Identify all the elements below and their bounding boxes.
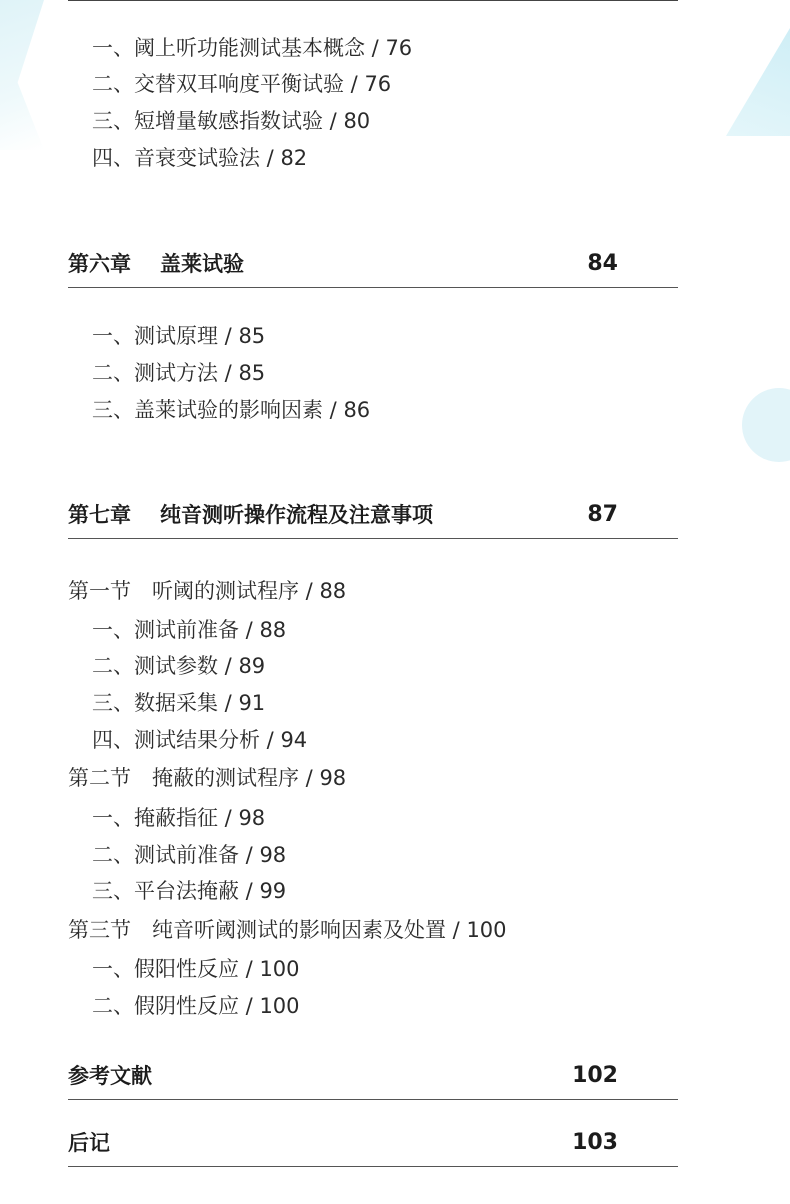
section-number: 第一节 [68,579,131,603]
afterword-heading[interactable] [68,1129,678,1157]
toc-entry[interactable]: 三、短增量敏感指数试验 / 80 [92,109,371,133]
afterword-page: 103 [572,1130,618,1155]
references-heading[interactable] [68,1062,678,1090]
afterword-title: 后记 [68,1131,110,1155]
entry-page: 76 [385,36,413,60]
chapter-rule [68,287,678,288]
entry-title: 四、音衰变试验法 [92,146,260,170]
top-rule [68,0,678,1]
toc-entry[interactable]: 三、数据采集 / 91 [92,691,266,715]
corner-decoration-right [726,28,790,136]
section-title: 听阈的测试程序 [152,579,299,603]
entry-page: 85 [238,324,266,348]
toc-section[interactable]: 第三节 纯音听阈测试的影响因素及处置 / 100 [68,918,507,942]
chapter-rule [68,1166,678,1167]
toc-entry[interactable]: 二、测试参数 / 89 [92,654,266,678]
section-title: 掩蔽的测试程序 [152,766,299,790]
toc-section[interactable]: 第二节 掩蔽的测试程序 / 98 [68,766,347,790]
toc-entry[interactable]: 三、平台法掩蔽 / 99 [92,879,287,903]
entry-title: 一、阈上听功能测试基本概念 [92,36,365,60]
section-number: 第二节 [68,766,131,790]
section-page: 100 [466,918,507,942]
entry-title: 二、假阴性反应 [92,994,239,1018]
entry-page: 82 [280,146,308,170]
chapter-heading-7[interactable] [68,501,678,529]
entry-page: 89 [238,654,266,678]
section-page: 88 [319,579,347,603]
entry-page: 91 [238,691,266,715]
chapter-heading-6[interactable] [68,250,678,278]
section-title: 纯音听阈测试的影响因素及处置 [152,918,446,942]
entry-title: 二、测试参数 [92,654,218,678]
entry-title: 二、测试前准备 [92,843,239,867]
entry-title: 三、盖莱试验的影响因素 [92,398,323,422]
entry-title: 三、平台法掩蔽 [92,879,239,903]
toc-entry[interactable]: 一、测试原理 / 85 [92,324,266,348]
toc-entry[interactable]: 一、阈上听功能测试基本概念 / 76 [92,36,413,60]
chapter-number: 第六章 [68,252,131,276]
toc-entry[interactable]: 一、掩蔽指征 / 98 [92,806,266,830]
toc-entry[interactable]: 二、测试方法 / 85 [92,361,266,385]
entry-title: 一、掩蔽指征 [92,806,218,830]
toc-entry[interactable]: 四、音衰变试验法 / 82 [92,146,308,170]
toc-entry[interactable]: 一、测试前准备 / 88 [92,618,287,642]
entry-page: 98 [238,806,266,830]
entry-title: 二、测试方法 [92,361,218,385]
chapter-page: 87 [587,502,618,527]
entry-title: 一、假阳性反应 [92,957,239,981]
entry-page: 99 [259,879,287,903]
toc-entry[interactable]: 一、假阳性反应 / 100 [92,957,300,981]
toc-section[interactable]: 第一节 听阈的测试程序 / 88 [68,579,347,603]
chapter-number: 第七章 [68,503,131,527]
corner-decoration-left [0,0,44,150]
toc-entry[interactable]: 二、假阴性反应 / 100 [92,994,300,1018]
toc-entry[interactable]: 二、测试前准备 / 98 [92,843,287,867]
circle-decoration-right [742,388,790,462]
chapter-page: 84 [587,251,618,276]
toc-entry[interactable]: 二、交替双耳响度平衡试验 / 76 [92,72,392,96]
entry-title: 四、测试结果分析 [92,728,260,752]
references-title: 参考文献 [68,1064,152,1088]
chapter-title: 盖莱试验 [160,252,244,276]
entry-title: 三、短增量敏感指数试验 [92,109,323,133]
entry-page: 100 [259,994,300,1018]
entry-page: 76 [364,72,392,96]
entry-page: 86 [343,398,371,422]
entry-page: 80 [343,109,371,133]
references-page: 102 [572,1063,618,1088]
entry-title: 一、测试前准备 [92,618,239,642]
entry-page: 88 [259,618,287,642]
entry-page: 98 [259,843,287,867]
entry-page: 94 [280,728,308,752]
entry-page: 85 [238,361,266,385]
chapter-title: 纯音测听操作流程及注意事项 [160,503,433,527]
chapter-rule [68,1099,678,1100]
chapter-rule [68,538,678,539]
section-page: 98 [319,766,347,790]
toc-entry[interactable]: 三、盖莱试验的影响因素 / 86 [92,398,371,422]
entry-title: 一、测试原理 [92,324,218,348]
entry-title: 三、数据采集 [92,691,218,715]
entry-title: 二、交替双耳响度平衡试验 [92,72,344,96]
toc-entry[interactable]: 四、测试结果分析 / 94 [92,728,308,752]
entry-page: 100 [259,957,300,981]
section-number: 第三节 [68,918,131,942]
